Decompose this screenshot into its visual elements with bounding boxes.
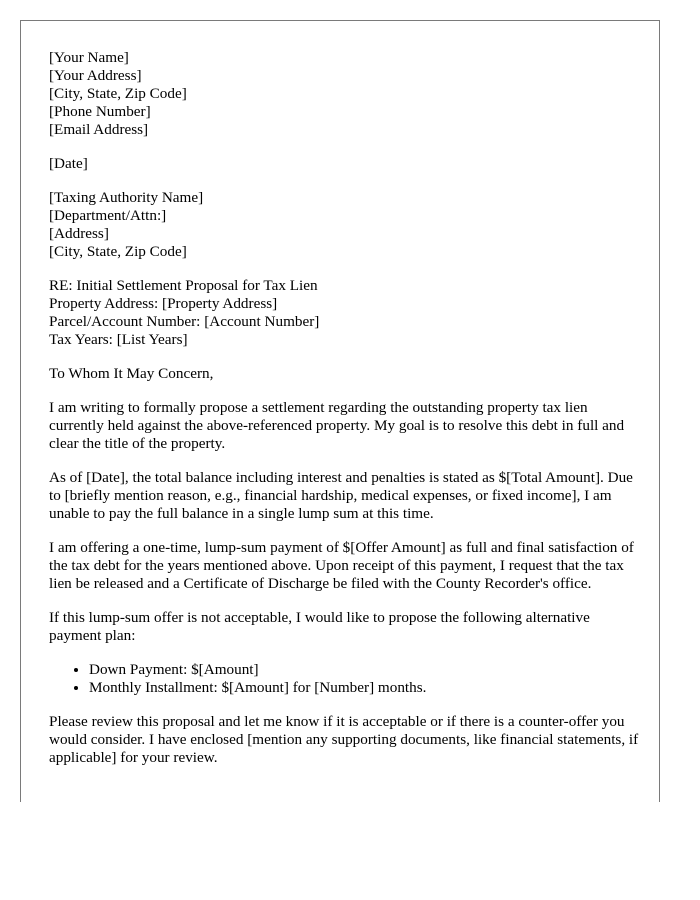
- letter-date: [Date]: [49, 155, 88, 172]
- letter-content: [49, 49, 639, 783]
- sender-phone: [Phone Number]: [49, 103, 151, 120]
- sender-address: [Your Address]: [49, 67, 142, 84]
- reference-block: [49, 277, 639, 349]
- parcel-number-line: Parcel/Account Number: [Account Number]: [49, 313, 320, 330]
- recipient-block: [49, 189, 639, 261]
- property-address-line: Property Address: [Property Address]: [49, 295, 278, 312]
- sender-city-state-zip: [City, State, Zip Code]: [49, 85, 187, 102]
- recipient-address: [Address]: [49, 225, 109, 242]
- payment-plan-list: [49, 661, 639, 697]
- salutation: To Whom It May Concern,: [49, 365, 214, 382]
- paragraph-purpose: I am writing to formally propose a settlement regarding the outstanding property tax lien currently held against the above-referenced property. My goal is to resolve this debt in full and clear the title of the property.: [49, 399, 625, 452]
- recipient-authority: [Taxing Authority Name]: [49, 189, 204, 206]
- letter-page: [20, 20, 660, 802]
- payment-plan-item-monthly: • Monthly Installment: $[Amount] for [Number] months.: [89, 679, 639, 697]
- recipient-city-state-zip: [City, State, Zip Code]: [49, 243, 187, 260]
- sender-email: [Email Address]: [49, 121, 149, 138]
- paragraph-alternative: If this lump-sum offer is not acceptable, I would like to propose the following alternative payment plan:: [49, 609, 590, 644]
- sender-name: [Your Name]: [49, 49, 129, 66]
- tax-years-line: Tax Years: [List Years]: [49, 331, 188, 348]
- recipient-department: [Department/Attn:]: [49, 207, 167, 224]
- payment-plan-item-down-payment: • Down Payment: $[Amount]: [89, 661, 639, 679]
- paragraph-offer: I am offering a one-time, lump-sum payment of $[Offer Amount] as full and final satisfaction of the tax debt for the years mentioned above. Upon receipt of this payment, I request that the tax lien be released and a Certificate of Discharge be filed with the County Recorder's office.: [49, 539, 634, 592]
- paragraph-closing: Please review this proposal and let me know if it is acceptable or if there is a counter-offer you would consider. I have enclosed [mention any supporting documents, like financial statements, if applicable] for your review.: [49, 713, 639, 766]
- re-line: RE: Initial Settlement Proposal for Tax Lien: [49, 277, 318, 294]
- sender-block: [49, 49, 639, 139]
- date-block: [49, 155, 639, 173]
- paragraph-balance: As of [Date], the total balance including interest and penalties is stated as $[Total Amount]. Due to [briefly mention reason, e.g., financial hardship, medical expenses, or fixed income], I am unable to pay the full balance in a single lump sum at this time.: [49, 469, 633, 522]
